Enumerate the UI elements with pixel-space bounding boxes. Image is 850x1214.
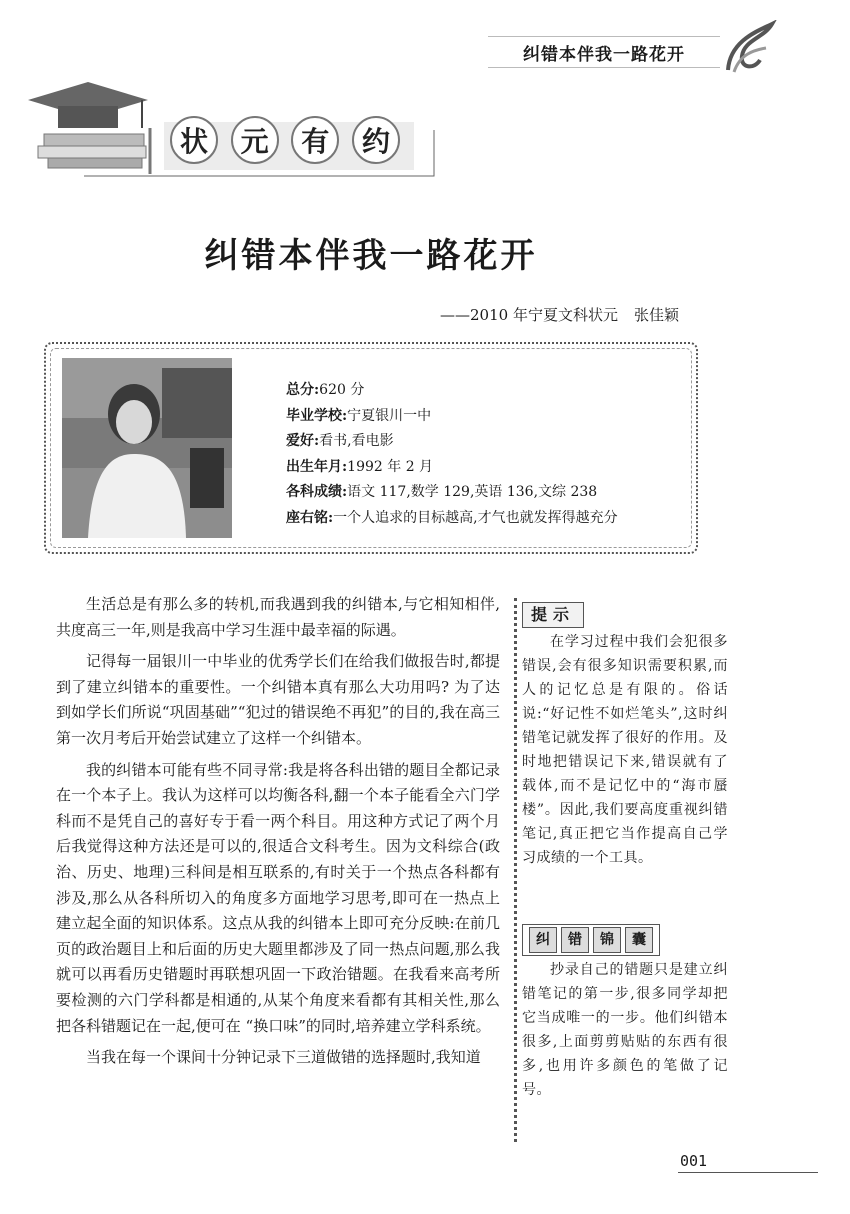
column-divider [514,598,517,1142]
tip-heading-label: 提示 [522,602,584,628]
fact-subject-scores: 各科成绩:语文 117,数学 129,英语 136,文综 238 [286,484,598,500]
article-title: 纠错本伴我一路花开 [204,236,538,276]
tips-bag-heading [522,924,660,956]
fact-motto: 座右铭:一个人追求的目标越高,才气也就发挥得越充分 [286,509,618,526]
column-title-char: 元 [231,116,279,164]
tip-heading [522,602,584,628]
tips-bag-box [522,958,728,1102]
fact-school: 毕业学校:宁夏银川一中 [286,407,432,424]
page-number: 001 [680,1152,708,1170]
tips-bag-text: 抄录自己的错题只是建立纠错笔记的第一步,很多同学却把它当成唯一的一步。他们纠错本很多,上面剪剪贴贴的东西有很多,也用许多颜色的笔做了记号。 [522,962,728,1098]
article-paragraph: 当我在每一个课间十分钟记录下三道做错的选择题时,我知道 [86,1048,481,1067]
tip-box [522,630,728,870]
tips-bag-heading-char: 错 [561,927,589,953]
article-paragraph: 生活总是有那么多的转机,而我遇到我的纠错本,与它相知相伴,共度高三一年,则是我高中学习生涯中最幸福的际遇。 [56,595,500,639]
running-header [488,36,720,68]
byline [440,304,695,325]
article-paragraph: 我的纠错本可能有些不同寻常:我是将各科出错的题目全都记录在一个本子上。我认为这样可以均衡各科,翻一个本子能看全六门学科而不是凭自己的喜好专于看一两个科目。用这种方式记了两个月后我觉得这种方法还是可以的,很适合文科考生。因为文科综合(政治、历史、地理)三科间是相互联系的,有时关于一个热点各科都有涉及,那么从各科所切入的角度多方面地学习思考,即可在一热点上建立起全面的知识体系。这点从我的纠错本上即可充分反映:在前几页的政治题目上和后面的历史大题里都涉及了同一热点问题,那么我就可以再看历史错题时再联想巩固一下政治错题。在我看来高考所要检测的六门学科都是相通的,从某个角度来看都有其相关性,那么把各科错题记在一起,便可在 “换口味”的同时,培养建立学科系统。 [56,760,500,1035]
column-title-char: 状 [170,116,218,164]
swirl-ornament-icon [720,20,780,76]
tips-bag-heading-char: 纠 [529,927,557,953]
tips-bag-heading-char: 囊 [625,927,653,953]
profile-card [44,342,698,554]
byline-prefix: ——2010 年宁夏文科状元 [440,306,618,324]
author-name: 张佳颖 [633,306,679,324]
page-number-rule [678,1172,818,1173]
tips-bag-heading-char: 锦 [593,927,621,953]
running-header-text: 纠错本伴我一路花开 [523,44,685,65]
column-title [170,112,400,168]
column-title-char: 约 [352,116,400,164]
student-photo [62,358,232,538]
article-paragraph: 记得每一届银川一中毕业的优秀学长们在给我们做报告时,都提到了建立纠错本的重要性。一个纠错本真有那么大功用吗? 为了达到如学长们所说“巩固基础”“犯过的错误绝不再犯”的目的,我在高三第一次月考后开始尝试建立了这样一个纠错本。 [56,652,500,747]
profile-facts [286,378,618,531]
fact-total-score: 总分:620 分 [286,382,365,398]
column-title-char: 有 [291,116,339,164]
tip-text: 在学习过程中我们会犯很多错误,会有很多知识需要积累,而人的记忆总是有限的。俗话说:“好记性不如烂笔头”,这时纠错笔记就发挥了很好的作用。及时地把错误记下来,错误就有了载体,而不是记忆中的“海市蜃楼”。因此,我们要高度重视纠错笔记,真正把它当作提高自己学习成绩的一个工具。 [522,634,728,866]
article-body [56,592,500,1071]
fact-birth-date: 出生年月:1992 年 2 月 [286,458,434,475]
graduation-cap-icon [28,82,148,168]
fact-hobbies: 爱好:看书,看电影 [286,433,394,449]
